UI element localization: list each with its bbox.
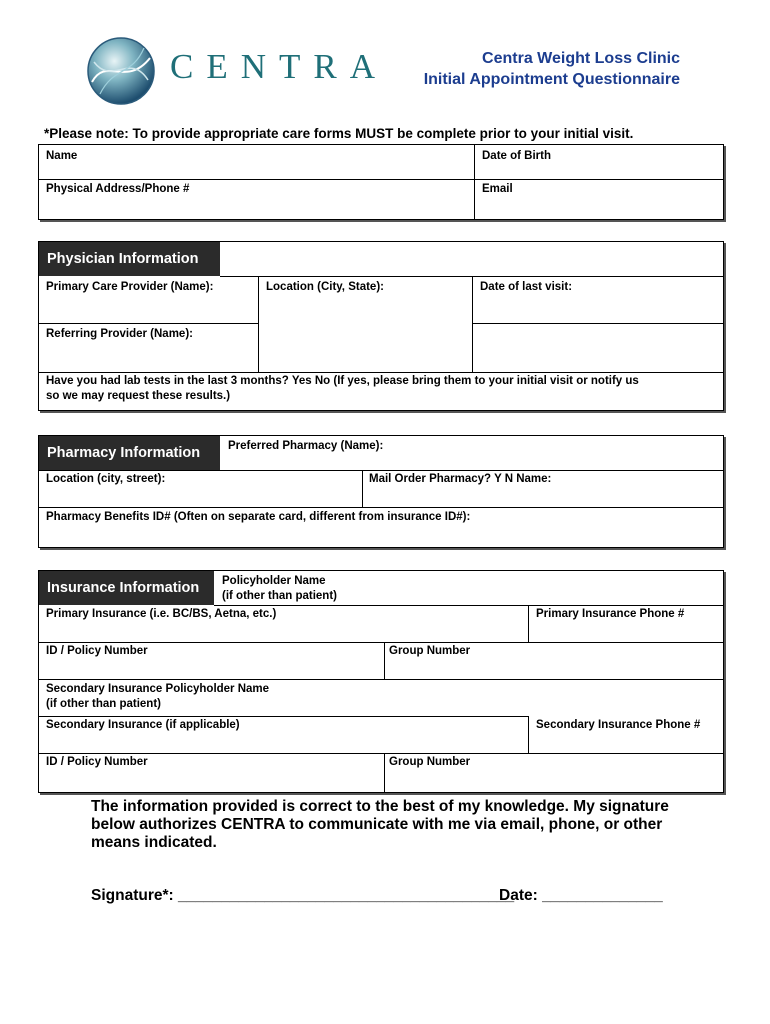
- mail-order-pharmacy-field[interactable]: Mail Order Pharmacy? Y N Name:: [369, 473, 552, 485]
- secondary-policyholder-hint: (if other than patient): [46, 698, 161, 710]
- secondary-insurance-phone-field[interactable]: Secondary Insurance Phone #: [536, 719, 701, 731]
- pharmacy-location-field[interactable]: Location (city, street):: [46, 473, 166, 485]
- lab-tests-question[interactable]: Have you had lab tests in the last 3 months? Yes No (If yes, please bring them to your initial visit or notify us: [46, 375, 639, 387]
- date-line[interactable]: Date: ______________: [499, 887, 663, 904]
- form-title: Initial Appointment Questionnaire: [423, 71, 680, 88]
- date-of-birth-field[interactable]: Date of Birth: [482, 150, 551, 162]
- secondary-policyholder-field[interactable]: Secondary Insurance Policyholder Name: [46, 683, 270, 695]
- globe-swirl-logo-icon: [86, 36, 156, 106]
- brand-wordmark: CENTRA: [170, 47, 388, 86]
- consent-line-2: below authorizes CENTRA to communicate with me via email, phone, or other: [91, 816, 663, 833]
- primary-group-number-field[interactable]: Group Number: [389, 645, 471, 657]
- secondary-insurance-field[interactable]: Secondary Insurance (if applicable): [46, 719, 240, 731]
- name-field[interactable]: Name: [46, 150, 78, 162]
- email-field[interactable]: Email: [482, 183, 513, 195]
- consent-line-1: The information provided is correct to the best of my knowledge. My signature: [91, 798, 669, 815]
- clinic-title: Centra Weight Loss Clinic: [482, 50, 680, 67]
- secondary-policy-number-field[interactable]: ID / Policy Number: [46, 756, 148, 768]
- primary-insurance-phone-field[interactable]: Primary Insurance Phone #: [536, 608, 685, 620]
- consent-line-3: means indicated.: [91, 834, 217, 851]
- primary-policy-number-field[interactable]: ID / Policy Number: [46, 645, 148, 657]
- secondary-group-number-field[interactable]: Group Number: [389, 756, 471, 768]
- physician-location-field[interactable]: Location (City, State):: [266, 281, 384, 293]
- insurance-section-header: Insurance Information: [39, 571, 214, 605]
- completion-note: *Please note: To provide appropriate care forms MUST be complete prior to your initial visit.: [44, 126, 634, 141]
- address-phone-field[interactable]: Physical Address/Phone #: [46, 183, 190, 195]
- physician-section-header: Physician Information: [39, 242, 220, 276]
- primary-care-provider-field[interactable]: Primary Care Provider (Name):: [46, 281, 214, 293]
- policyholder-name-hint: (if other than patient): [222, 590, 337, 602]
- preferred-pharmacy-field[interactable]: Preferred Pharmacy (Name):: [228, 440, 384, 452]
- last-visit-date-field[interactable]: Date of last visit:: [480, 281, 573, 293]
- referring-provider-field[interactable]: Referring Provider (Name):: [46, 328, 193, 340]
- pharmacy-section-header: Pharmacy Information: [39, 436, 220, 470]
- primary-insurance-field[interactable]: Primary Insurance (i.e. BC/BS, Aetna, etc.): [46, 608, 277, 620]
- pharmacy-benefits-id-field[interactable]: Pharmacy Benefits ID# (Often on separate card, different from insurance ID#):: [46, 511, 471, 523]
- lab-tests-question-cont: so we may request these results.): [46, 390, 231, 402]
- signature-line[interactable]: Signature*: _______________________________________: [91, 887, 515, 904]
- consent-statement: [91, 798, 711, 852]
- policyholder-name-field[interactable]: Policyholder Name: [222, 575, 326, 587]
